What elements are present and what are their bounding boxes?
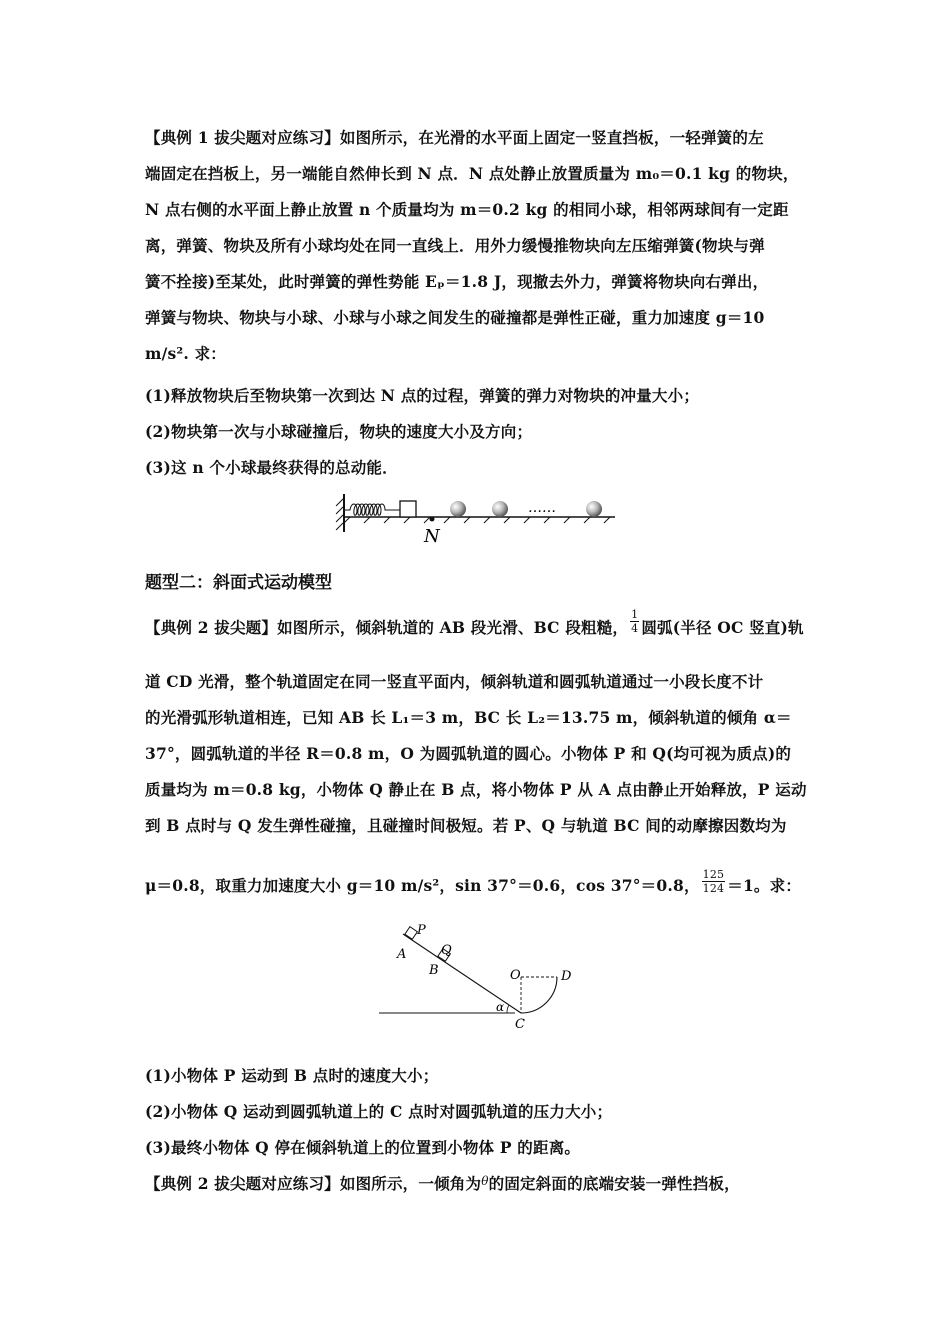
- point-n-label: N: [424, 526, 440, 547]
- paragraph-line: [145, 1166, 810, 1203]
- fraction-numerator: 125: [702, 867, 725, 881]
- paragraph-line: m/s². 求：: [145, 344, 226, 363]
- paragraph-line: [145, 607, 810, 646]
- question-item: (3)这 n 个小球最终获得的总动能．: [145, 458, 398, 477]
- ball: [492, 501, 508, 517]
- example2-paragraph: [145, 664, 810, 844]
- example1-practice-paragraph: [145, 120, 810, 372]
- example2-intro: 【典例 2 拔尖题】如图所示，倾斜轨道的 AB 段光滑、BC 段粗糙，: [145, 618, 629, 637]
- label-d: D: [561, 969, 572, 984]
- example2-intro-rest: 圆弧(半径 OC 竖直)轨: [641, 618, 804, 637]
- label-q: Q: [441, 943, 452, 958]
- theta-symbol: θ: [481, 1174, 489, 1188]
- paragraph-line: 簧不拴接)至某处，此时弹簧的弹性势能 Eₚ＝1.8 J，现撤去外力，弹簧将物块向右弹出，: [145, 272, 769, 291]
- label-alpha: α: [496, 1000, 505, 1014]
- label-p: P: [417, 923, 426, 938]
- incline-arc-figure: [375, 922, 585, 1034]
- paragraph-line: 37°，圆弧轨道的半径 R＝0.8 m，O 为圆弧轨道的圆心。小物体 P 和 Q(均可视为质点)的: [145, 744, 792, 763]
- question-item: (2)物块第一次与小球碰撞后，物块的速度大小及方向；: [145, 422, 533, 441]
- fraction-denominator: 4: [631, 621, 639, 635]
- label-a: A: [397, 947, 407, 962]
- example2-practice-paragraph: [145, 1166, 810, 1203]
- spring-balls-figure: [330, 490, 620, 550]
- question-item: (1)释放物块后至物块第一次到达 N 点的过程，弹簧的弹力对物块的冲量大小；: [145, 386, 700, 405]
- fraction-denominator: 124: [702, 881, 725, 895]
- label-b: B: [429, 963, 439, 978]
- arc-track: [521, 977, 557, 1013]
- example1-questions: [145, 378, 810, 486]
- section-title: 题型二：斜面式运动模型: [145, 573, 332, 593]
- point-n-dot: [430, 517, 435, 522]
- practice-intro-rest: 的固定斜面的底端安装一弹性挡板，: [488, 1174, 740, 1193]
- block-shape: [400, 501, 416, 517]
- spring-shape: [344, 504, 400, 515]
- example2-last-line: [145, 868, 810, 904]
- block-p: [405, 927, 417, 939]
- example2-questions: [145, 1058, 810, 1166]
- example2-first-line: [145, 607, 810, 646]
- given-values: μ＝0.8，取重力加速度大小 g＝10 m/s²，sin 37°＝0.6，cos 37°＝0.8，: [145, 876, 700, 895]
- given-values-end: ＝1。求：: [727, 876, 802, 895]
- ratio-fraction: [702, 868, 726, 895]
- paragraph-line: [145, 868, 810, 904]
- label-o: O: [510, 968, 521, 983]
- ball: [586, 501, 602, 517]
- paragraph-line: 离，弹簧、物块及所有小球均处在同一直线上．用外力缓慢推物块向左压缩弹簧(物块与弹: [145, 236, 765, 255]
- paragraph-line: 弹簧与物块、物块与小球、小球与小球之间发生的碰撞都是弹性正碰，重力加速度 g＝10: [145, 308, 765, 327]
- ball: [450, 501, 466, 517]
- paragraph-line: 到 B 点时与 Q 发生弹性碰撞，且碰撞时间极短。若 P、Q 与轨道 BC 间的动摩擦因数均为: [145, 816, 787, 835]
- paragraph-line: 的光滑弧形轨道相连，已知 AB 长 L₁＝3 m，BC 长 L₂＝13.75 m，倾斜轨道的倾角 α＝: [145, 708, 792, 727]
- label-c: C: [515, 1017, 525, 1032]
- fraction-numerator: 1: [631, 607, 639, 621]
- paragraph-line: 【典例 1 拔尖题对应练习】如图所示，在光滑的水平面上固定一竖直挡板，一轻弹簧的左: [145, 128, 764, 147]
- paragraph-line: 质量均为 m＝0.8 kg，小物体 Q 静止在 B 点，将小物体 P 从 A 点由静止开始释放，P 运动: [145, 780, 807, 799]
- question-item: (2)小物体 Q 运动到圆弧轨道上的 C 点时对圆弧轨道的压力大小；: [145, 1102, 613, 1121]
- paragraph-line: N 点右侧的水平面上静止放置 n 个质量均为 m＝0.2 kg 的相同小球，相邻两球间有一定距: [145, 200, 789, 219]
- paragraph-line: 端固定在挡板上，另一端能自然伸长到 N 点．N 点处静止放置质量为 m₀＝0.1 kg 的物块，: [145, 164, 799, 183]
- paragraph-line: 道 CD 光滑，整个轨道固定在同一竖直平面内，倾斜轨道和圆弧轨道通过一小段长度不计: [145, 672, 764, 691]
- practice-intro: 【典例 2 拔尖题对应练习】如图所示，一倾角为: [145, 1174, 482, 1193]
- question-item: (3)最终小物体 Q 停在倾斜轨道上的位置到小物体 P 的距离。: [145, 1138, 581, 1157]
- question-item: (1)小物体 P 运动到 B 点时的速度大小；: [145, 1066, 439, 1085]
- ellipsis-dots: ……: [528, 500, 556, 516]
- quarter-fraction: [630, 608, 639, 635]
